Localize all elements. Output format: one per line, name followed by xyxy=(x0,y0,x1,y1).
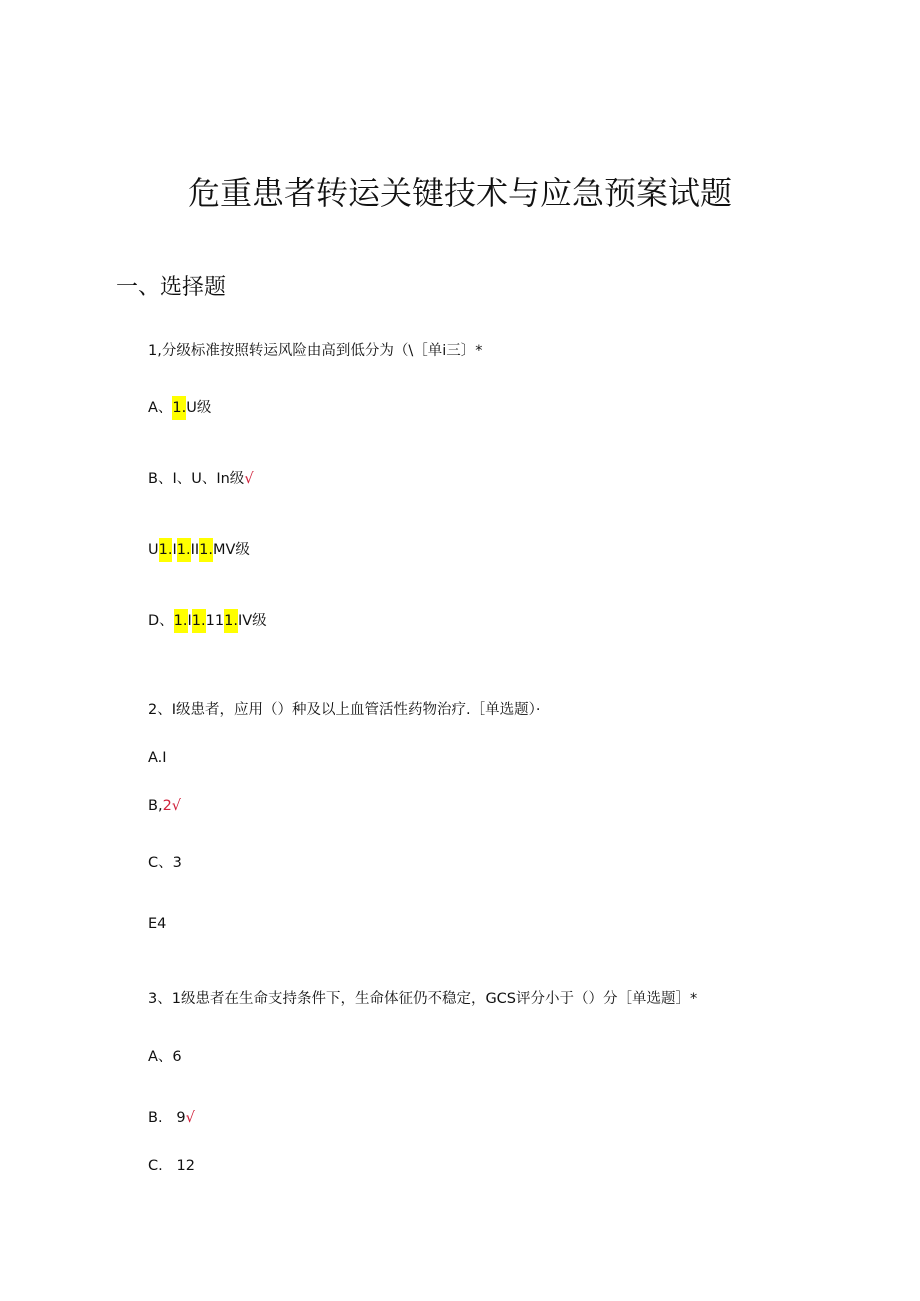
option-text: I xyxy=(172,542,177,558)
section-title: 一、选择题 xyxy=(116,275,227,300)
question-3-option-c: C. 12 xyxy=(148,1158,196,1174)
check-mark-icon: √ xyxy=(171,798,182,814)
question-2-option-c: C、3 xyxy=(148,855,182,871)
check-mark-icon: √ xyxy=(185,1110,195,1126)
highlight: 1. xyxy=(174,609,188,633)
option-text: IV级 xyxy=(237,613,267,629)
highlight: 1. xyxy=(224,609,238,633)
question-3-option-b xyxy=(148,1110,195,1126)
option-value: 2 xyxy=(162,798,172,814)
question-1-option-b xyxy=(148,467,254,488)
question-2-option-b xyxy=(148,798,181,814)
highlight: 1. xyxy=(172,396,186,420)
option-text: U xyxy=(148,542,159,558)
option-text: I xyxy=(187,613,192,629)
check-mark-icon: √ xyxy=(244,471,254,487)
option-text: U级 xyxy=(186,400,212,416)
option-text: B, xyxy=(148,798,163,814)
highlight: 1. xyxy=(192,609,206,633)
option-label: A、 xyxy=(148,400,173,416)
question-2-option-d: E4 xyxy=(148,916,167,932)
question-1-option-a xyxy=(148,396,211,420)
question-2-text: 2、I级患者，应用（）种及以上血管活性药物治疗.［单选题）· xyxy=(148,702,541,718)
highlight: 1. xyxy=(177,538,191,562)
option-label: D、 xyxy=(148,613,174,629)
option-text: MV级 xyxy=(213,542,250,558)
question-3-option-a: A、6 xyxy=(148,1049,182,1065)
document-title: 危重患者转运关键技术与应急预案试题 xyxy=(187,174,732,212)
highlight: 1. xyxy=(159,538,173,562)
question-2-option-a: A.I xyxy=(148,750,167,766)
question-1-text: 1,分级标准按照转运风险由高到低分为（\［单i三〕* xyxy=(148,343,483,359)
option-text: 11 xyxy=(205,613,225,629)
highlight: 1. xyxy=(199,538,213,562)
question-3-text: 3、1级患者在生命支持条件下，生命体征仍不稳定，GCS评分小于（）分［单选题］* xyxy=(148,991,698,1007)
question-1-option-c xyxy=(148,538,250,562)
option-text: II xyxy=(190,542,200,558)
option-text: B、I、U、In级 xyxy=(148,471,245,487)
option-text: B. 9 xyxy=(148,1110,186,1126)
question-1-option-d xyxy=(148,609,267,633)
